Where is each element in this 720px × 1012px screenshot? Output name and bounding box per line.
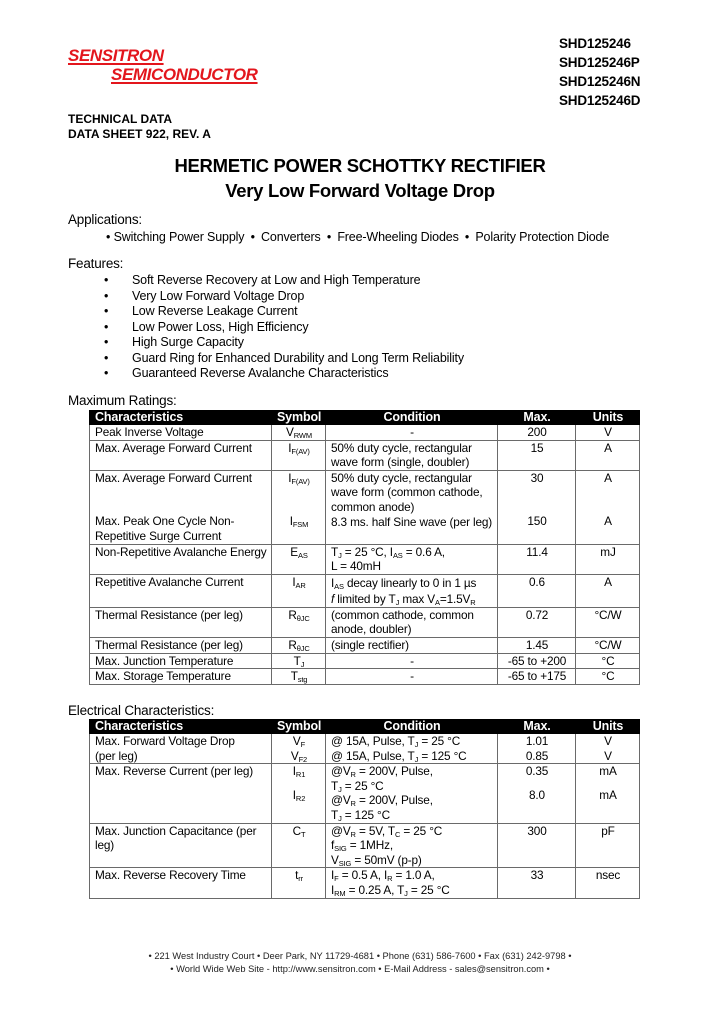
condition-cell: (single rectifier): [326, 637, 498, 653]
logo-line-semiconductor: SEMICONDUCTOR: [111, 65, 258, 84]
application-item: Polarity Protection Diode: [475, 230, 610, 244]
table-row: [90, 764, 640, 823]
bullet: •: [104, 288, 109, 303]
symbol-cell: $R_{\theta JC}$: [272, 637, 326, 653]
symbol-cell: $T_{stg}$: [272, 669, 326, 685]
units-cell: °C/W: [576, 607, 640, 637]
max-cell: 11.4: [498, 544, 576, 574]
units-cell: °C/W: [576, 637, 640, 653]
list-item: [104, 273, 464, 289]
feature-text: Low Power Loss, High Efficiency: [132, 319, 309, 334]
symbol-cell: $R_{\theta JC}$: [272, 607, 326, 637]
units-cell: °C: [576, 669, 640, 685]
characteristic-cell: Thermal Resistance (per leg): [90, 607, 272, 637]
part-number: SHD125246D: [559, 93, 641, 108]
units-cell: A: [576, 574, 640, 607]
condition-cell: $@V_R = 200V$, Pulse, $T_J = 25$ °C $@V_R = 200V$, Pulse, $T_J = 125$ °C: [326, 764, 498, 823]
characteristic-cell: Max. Average Forward Current: [90, 440, 272, 470]
table-row: [90, 470, 640, 544]
application-item: Free-Wheeling Diodes: [337, 230, 459, 244]
bullet: •: [104, 350, 109, 365]
characteristic-cell: Peak Inverse Voltage: [90, 425, 272, 441]
max-cell: -65 to +175: [498, 669, 576, 685]
characteristic-cell: Max. Forward Voltage Drop (per leg): [90, 734, 272, 764]
symbol-cell: $I_{F(AV)}$: [272, 440, 326, 470]
feature-text: Low Reverse Leakage Current: [132, 304, 298, 318]
characteristic-cell: Max. Storage Temperature: [90, 669, 272, 685]
list-item: [104, 335, 464, 351]
list-item: [104, 289, 464, 305]
feature-text: High Surge Capacity: [132, 335, 244, 349]
column-header: Characteristics: [90, 720, 272, 734]
condition-cell: $I_{AS}$ decay linearly to 0 in 1 µs f limited by $T_J$ $\max V_A=1.5V_R$: [326, 574, 498, 607]
column-header: Symbol: [272, 411, 326, 425]
column-header: Symbol: [272, 720, 326, 734]
table-row: [90, 574, 640, 607]
characteristic-cell: Non-Repetitive Avalanche Energy: [90, 544, 272, 574]
application-item: Converters: [261, 230, 321, 244]
table-header-row: [90, 411, 640, 425]
units-cell: V: [576, 425, 640, 441]
table-row: [90, 440, 640, 470]
column-header: Units: [576, 411, 640, 425]
table-row: [90, 653, 640, 669]
units-cell: A: [576, 440, 640, 470]
footer-contact: • World Wide Web Site - http://www.sensitron.com • E-Mail Address - sales@sensitron.com •: [170, 964, 550, 974]
logo-line-sensitron: SENSITRON: [68, 46, 164, 65]
table-header-row: [90, 720, 640, 734]
condition-cell: $I_F = 0.5$ A, $I_R = 1.0$ A, $I_{RM} = 0.25$ A, $T_J = 25$ °C: [326, 868, 498, 898]
bullet: •: [104, 273, 109, 287]
units-cell: nsec: [576, 868, 640, 898]
table-row: [90, 734, 640, 764]
characteristic-cell: Max. Reverse Recovery Time: [90, 868, 272, 898]
application-item: Switching Power Supply: [113, 230, 245, 244]
max-cell: 30 150: [498, 470, 576, 544]
list-item: [104, 304, 464, 320]
condition-cell: @ 15A, Pulse, $T_J = 25$ °C @ 15A, Pulse, $T_J = 125$ °C: [326, 734, 498, 764]
bullet: •: [104, 335, 109, 349]
company-logo: [68, 46, 258, 84]
symbol-cell: $t_{rr}$: [272, 868, 326, 898]
characteristic-cell: Max. Reverse Current (per leg): [90, 764, 272, 823]
condition-cell: $@V_R = 5V$, $T_C = 25$ °C $f_{SIG} = 1MHz$, $V_{SIG} = 50mV$ (p-p): [326, 823, 498, 868]
symbol-cell: $I_{F(AV)}$ $I_{FSM}$: [272, 470, 326, 544]
max-ratings-heading: Maximum Ratings:: [68, 393, 177, 408]
characteristic-cell: Max. Junction Capacitance (per leg): [90, 823, 272, 868]
units-cell: pF: [576, 823, 640, 868]
condition-cell: (common cathode, common anode, doubler): [326, 607, 498, 637]
symbol-cell: $I_{AR}$: [272, 574, 326, 607]
condition-cell: -: [326, 653, 498, 669]
feature-text: Guard Ring for Enhanced Durability and Long Term Reliability: [132, 350, 464, 365]
feature-text: Guaranteed Reverse Avalanche Characteristics: [132, 366, 389, 380]
max-cell: -65 to +200: [498, 653, 576, 669]
max-cell: 33: [498, 868, 576, 898]
table-row: [90, 544, 640, 574]
table-row: [90, 637, 640, 653]
part-number: SHD125246: [559, 36, 631, 51]
units-cell: °C: [576, 653, 640, 669]
table-row: [90, 823, 640, 868]
data-sheet-label: DATA SHEET 922, REV. A: [68, 127, 211, 141]
table-row: [90, 607, 640, 637]
column-header: Condition: [326, 720, 498, 734]
technical-data-block: [68, 112, 211, 142]
footer-address: • 221 West Industry Court • Deer Park, NY 11729-4681 • Phone (631) 586-7600 • Fax (631) 242-9798 •: [148, 951, 572, 961]
units-cell: V V: [576, 734, 640, 764]
part-number-list: [559, 34, 640, 110]
bullet: •: [104, 319, 109, 334]
symbol-cell: $E_{AS}$: [272, 544, 326, 574]
table-row: [90, 669, 640, 685]
symbol-cell: $C_T$: [272, 823, 326, 868]
bullet: •: [104, 304, 109, 318]
electrical-heading: Electrical Characteristics:: [68, 703, 215, 718]
part-number: SHD125246P: [559, 55, 640, 70]
condition-cell: 50% duty cycle, rectangular wave form (common cathode, common anode) 8.3 ms. half Sine wave (per leg): [326, 470, 498, 544]
symbol-cell: $V_{RWM}$: [272, 425, 326, 441]
symbol-cell: $V_F$ $V_{F2}$: [272, 734, 326, 764]
list-item: [104, 320, 464, 336]
bullet: •: [464, 230, 470, 244]
bullet: •: [104, 366, 109, 380]
electrical-table: [89, 719, 640, 899]
applications-heading: Applications:: [68, 212, 142, 227]
max-cell: 1.01 0.85: [498, 734, 576, 764]
document-subtitle: Very Low Forward Voltage Drop: [225, 180, 495, 201]
column-header: Units: [576, 720, 640, 734]
condition-cell: -: [326, 669, 498, 685]
max-cell: 1.45: [498, 637, 576, 653]
list-item: [104, 351, 464, 367]
characteristic-cell: Max. Junction Temperature: [90, 653, 272, 669]
characteristic-cell: Thermal Resistance (per leg): [90, 637, 272, 653]
column-header: Condition: [326, 411, 498, 425]
table-row: [90, 868, 640, 898]
max-cell: 15: [498, 440, 576, 470]
characteristic-cell: Repetitive Avalanche Current: [90, 574, 272, 607]
list-item: [104, 366, 464, 382]
max-cell: 0.6: [498, 574, 576, 607]
column-header: Characteristics: [90, 411, 272, 425]
symbol-cell: $T_J$: [272, 653, 326, 669]
symbol-cell: $I_{R1}$ $I_{R2}$: [272, 764, 326, 823]
condition-cell: $T_J = 25$ °C, $I_{AS} = 0.6$ A, L = 40mH: [326, 544, 498, 574]
bullet: •: [106, 230, 111, 244]
units-cell: mJ: [576, 544, 640, 574]
max-cell: 200: [498, 425, 576, 441]
bullet: •: [326, 230, 332, 244]
column-header: Max.: [498, 720, 576, 734]
bullet: •: [250, 230, 255, 244]
condition-cell: -: [326, 425, 498, 441]
feature-text: Very Low Forward Voltage Drop: [132, 288, 305, 303]
feature-text: Soft Reverse Recovery at Low and High Temperature: [132, 273, 421, 287]
applications-list: [106, 230, 609, 244]
condition-cell: 50% duty cycle, rectangular wave form (single, doubler): [326, 440, 498, 470]
features-heading: Features:: [68, 256, 124, 271]
units-cell: mA mA: [576, 764, 640, 823]
max-cell: 0.35 8.0: [498, 764, 576, 823]
max-cell: 300: [498, 823, 576, 868]
features-list: [104, 273, 464, 382]
units-cell: A A: [576, 470, 640, 544]
technical-data-label: TECHNICAL DATA: [68, 112, 172, 126]
footer: [0, 950, 720, 976]
characteristic-cell: Max. Average Forward Current Max. Peak One Cycle Non-Repetitive Surge Current: [90, 470, 272, 544]
max-ratings-table: [89, 410, 640, 685]
max-cell: 0.72: [498, 607, 576, 637]
document-title: HERMETIC POWER SCHOTTKY RECTIFIER: [174, 155, 546, 176]
table-row: [90, 425, 640, 441]
part-number: SHD125246N: [559, 74, 641, 89]
column-header: Max.: [498, 411, 576, 425]
